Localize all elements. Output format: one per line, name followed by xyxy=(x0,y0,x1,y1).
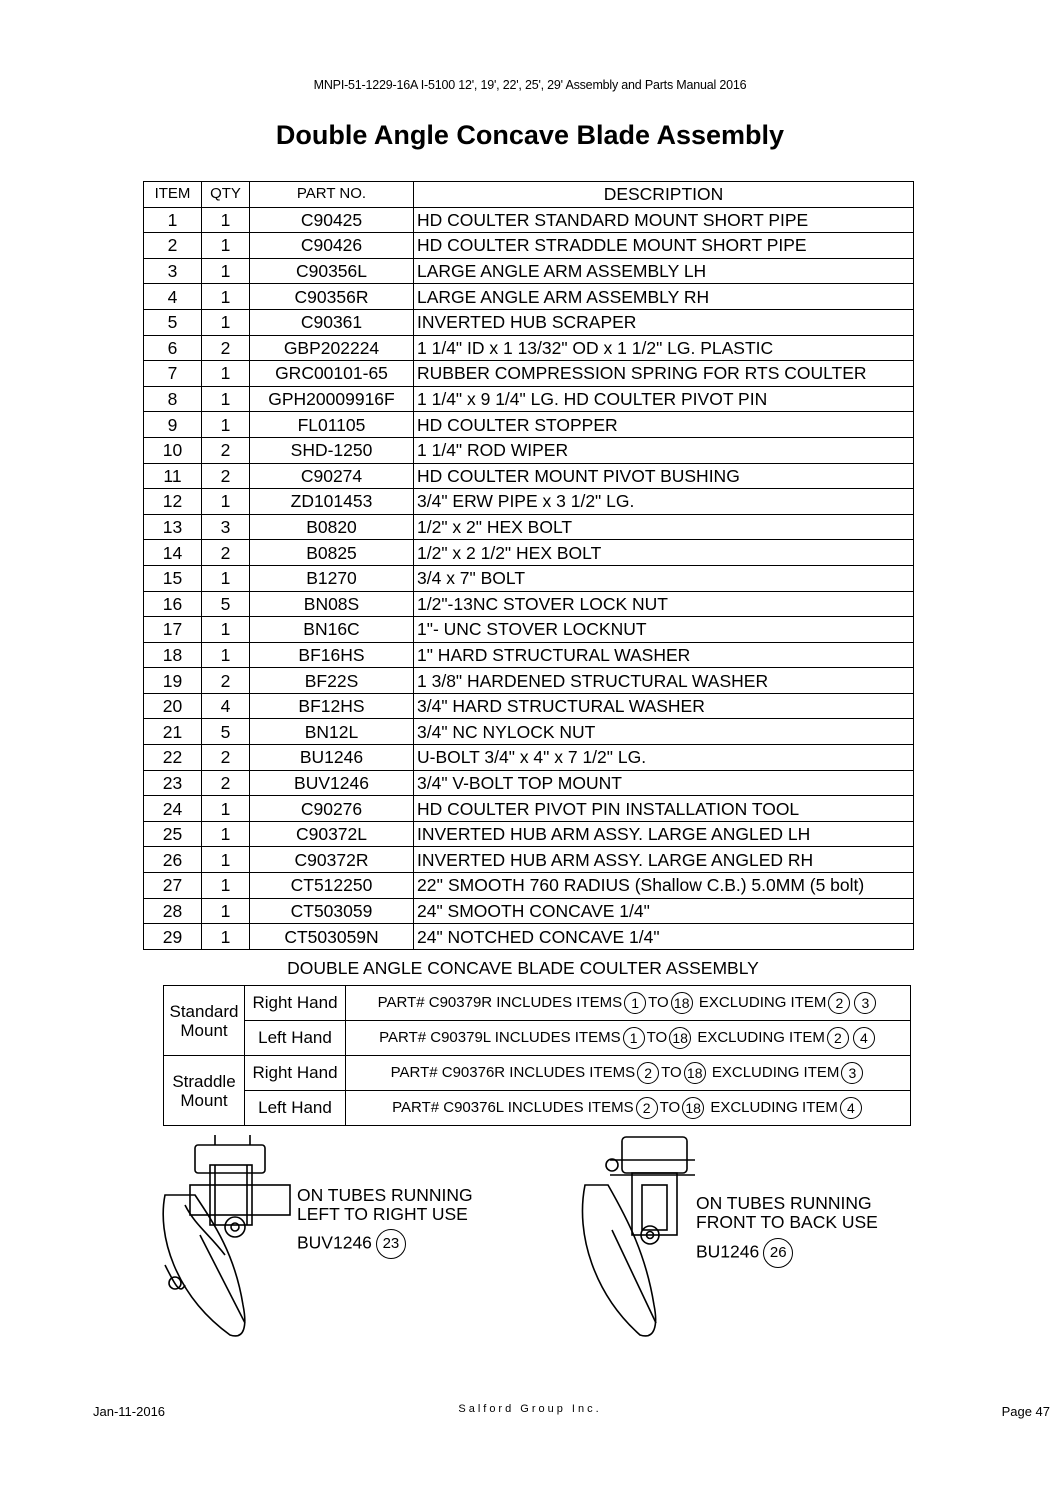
hand-side: Left Hand xyxy=(245,1021,346,1056)
left-note xyxy=(297,1186,473,1259)
cell-qty: 2 xyxy=(202,463,250,489)
cell-part-no: B0825 xyxy=(250,540,414,566)
cell-part-no: CT503059 xyxy=(250,898,414,924)
table-row xyxy=(144,821,914,847)
page-title: Double Angle Concave Blade Assembly xyxy=(275,120,785,150)
cell-description: 3/4" V-BOLT TOP MOUNT xyxy=(414,770,914,796)
table-row xyxy=(144,668,914,694)
assembly-title: DOUBLE ANGLE CONCAVE BLADE COULTER ASSEMBLY xyxy=(287,958,759,978)
cell-qty: 1 xyxy=(202,412,250,438)
cell-item: 8 xyxy=(144,386,202,412)
cell-item: 9 xyxy=(144,412,202,438)
cell-part-no: BF16HS xyxy=(250,642,414,668)
item-callout-excluded: 4 xyxy=(853,1027,875,1049)
cell-description: LARGE ANGLE ARM ASSEMBLY LH xyxy=(414,258,914,284)
cell-part-no: SHD-1250 xyxy=(250,437,414,463)
cell-item: 7 xyxy=(144,361,202,387)
right-note-item-callout: 26 xyxy=(763,1238,793,1268)
cell-item: 29 xyxy=(144,924,202,950)
cell-qty: 2 xyxy=(202,770,250,796)
cell-qty: 1 xyxy=(202,361,250,387)
cell-qty: 1 xyxy=(202,207,250,233)
table-row xyxy=(144,207,914,233)
cell-description: RUBBER COMPRESSION SPRING FOR RTS COULTER xyxy=(414,361,914,387)
parts-table-header xyxy=(144,182,914,208)
cell-item: 14 xyxy=(144,540,202,566)
cell-qty: 1 xyxy=(202,847,250,873)
table-row xyxy=(144,770,914,796)
cell-qty: 1 xyxy=(202,924,250,950)
cell-item: 15 xyxy=(144,565,202,591)
cell-description: INVERTED HUB ARM ASSY. LARGE ANGLED LH xyxy=(414,821,914,847)
assembly-row xyxy=(164,1091,911,1126)
hand-side: Right Hand xyxy=(245,986,346,1021)
right-note xyxy=(696,1194,878,1268)
cell-item: 25 xyxy=(144,821,202,847)
item-callout-excluded: 2 xyxy=(827,1027,849,1049)
table-row xyxy=(144,284,914,310)
assembly-table xyxy=(163,985,911,1126)
table-row xyxy=(144,309,914,335)
cell-part-no: C90274 xyxy=(250,463,414,489)
cell-item: 24 xyxy=(144,796,202,822)
cell-description: 24" NOTCHED CONCAVE 1/4" xyxy=(414,924,914,950)
cell-qty: 1 xyxy=(202,284,250,310)
includes-description xyxy=(346,1056,911,1091)
cell-item: 11 xyxy=(144,463,202,489)
cell-description: 1 1/4" ID x 1 13/32" OD x 1 1/2" LG. PLASTIC xyxy=(414,335,914,361)
table-row xyxy=(144,412,914,438)
table-row xyxy=(144,719,914,745)
assembly-row xyxy=(164,1021,911,1056)
cell-part-no: BN16C xyxy=(250,617,414,643)
table-row xyxy=(144,924,914,950)
assembly-row xyxy=(164,1056,911,1091)
cell-qty: 3 xyxy=(202,514,250,540)
mount-type xyxy=(164,1056,245,1126)
to-word: TO xyxy=(648,993,669,1011)
table-row xyxy=(144,463,914,489)
cell-item: 2 xyxy=(144,233,202,259)
table-row xyxy=(144,489,914,515)
hand-side: Right Hand xyxy=(245,1056,346,1091)
cell-description: U-BOLT 3/4" x 4" x 7 1/2" LG. xyxy=(414,745,914,771)
right-note-line2: FRONT TO BACK USE xyxy=(696,1212,878,1232)
excluding-word: EXCLUDING ITEM xyxy=(710,1098,838,1116)
cell-part-no: C90276 xyxy=(250,796,414,822)
cell-qty: 1 xyxy=(202,821,250,847)
cell-part-no: C90356R xyxy=(250,284,414,310)
cell-qty: 2 xyxy=(202,668,250,694)
item-callout-to: 18 xyxy=(671,992,693,1014)
cell-part-no: BF12HS xyxy=(250,693,414,719)
cell-item: 21 xyxy=(144,719,202,745)
col-part-no: PART NO. xyxy=(250,182,414,208)
cell-qty: 5 xyxy=(202,591,250,617)
table-row xyxy=(144,745,914,771)
cell-qty: 2 xyxy=(202,335,250,361)
cell-description: 1 1/4" ROD WIPER xyxy=(414,437,914,463)
mount-type xyxy=(164,986,245,1056)
cell-qty: 5 xyxy=(202,719,250,745)
cell-item: 5 xyxy=(144,309,202,335)
table-row xyxy=(144,361,914,387)
footer-date: Jan-11-2016 xyxy=(93,1404,166,1419)
cell-item: 6 xyxy=(144,335,202,361)
cell-description: LARGE ANGLE ARM ASSEMBLY RH xyxy=(414,284,914,310)
assembly-row xyxy=(164,986,911,1021)
cell-part-no: C90372L xyxy=(250,821,414,847)
cell-item: 19 xyxy=(144,668,202,694)
right-note-part: BU1246 xyxy=(696,1241,760,1262)
to-word: TO xyxy=(659,1098,681,1116)
cell-item: 22 xyxy=(144,745,202,771)
mount-type-line2: Mount xyxy=(180,1020,228,1040)
mount-type-line2: Mount xyxy=(180,1090,228,1110)
col-description: DESCRIPTION xyxy=(414,182,914,208)
col-qty: QTY xyxy=(202,182,250,208)
v-bolt-mount-drawing xyxy=(155,1135,295,1345)
cell-qty: 1 xyxy=(202,258,250,284)
cell-description: 3/4" HARD STRUCTURAL WASHER xyxy=(414,693,914,719)
mount-type-line1: Straddle xyxy=(172,1071,236,1091)
table-row xyxy=(144,796,914,822)
cell-qty: 1 xyxy=(202,898,250,924)
cell-item: 13 xyxy=(144,514,202,540)
excluding-word: EXCLUDING ITEM xyxy=(697,1028,825,1046)
cell-description: 1/2" x 2" HEX BOLT xyxy=(414,514,914,540)
item-callout-to: 18 xyxy=(684,1062,706,1084)
table-row xyxy=(144,514,914,540)
to-word: TO xyxy=(661,1063,682,1081)
table-row xyxy=(144,847,914,873)
footer-company: Salford Group Inc. xyxy=(458,1403,602,1415)
cell-part-no: BU1246 xyxy=(250,745,414,771)
left-note-line1: ON TUBES RUNNING xyxy=(297,1185,473,1205)
cell-item: 12 xyxy=(144,489,202,515)
cell-part-no: BUV1246 xyxy=(250,770,414,796)
cell-part-no: BN08S xyxy=(250,591,414,617)
cell-item: 4 xyxy=(144,284,202,310)
cell-item: 10 xyxy=(144,437,202,463)
item-callout-to: 18 xyxy=(669,1027,691,1049)
cell-part-no: B1270 xyxy=(250,565,414,591)
cell-qty: 1 xyxy=(202,642,250,668)
table-row xyxy=(144,617,914,643)
table-row xyxy=(144,898,914,924)
document-header: MNPI-51-1229-16A I-5100 12', 19', 22', 25', 29' Assembly and Parts Manual 2016 xyxy=(313,78,747,92)
table-row xyxy=(144,642,914,668)
cell-description: HD COULTER STANDARD MOUNT SHORT PIPE xyxy=(414,207,914,233)
table-row xyxy=(144,540,914,566)
cell-item: 1 xyxy=(144,207,202,233)
assembly-part-number: PART# C90376R INCLUDES ITEMS xyxy=(390,1063,636,1081)
cell-item: 28 xyxy=(144,898,202,924)
item-callout-from: 2 xyxy=(637,1062,659,1084)
u-bolt-mount-drawing xyxy=(570,1135,700,1345)
cell-item: 16 xyxy=(144,591,202,617)
assembly-part-number: PART# C90376L INCLUDES ITEMS xyxy=(392,1098,634,1116)
cell-part-no: CT512250 xyxy=(250,873,414,899)
cell-part-no: FL01105 xyxy=(250,412,414,438)
table-row xyxy=(144,565,914,591)
cell-qty: 1 xyxy=(202,796,250,822)
table-row xyxy=(144,693,914,719)
right-note-line1: ON TUBES RUNNING xyxy=(696,1193,872,1213)
table-row xyxy=(144,233,914,259)
assembly-part-number: PART# C90379R INCLUDES ITEMS xyxy=(377,993,623,1011)
cell-part-no: C90372R xyxy=(250,847,414,873)
cell-description: 3/4" ERW PIPE x 3 1/2" LG. xyxy=(414,489,914,515)
cell-qty: 1 xyxy=(202,233,250,259)
item-callout-to: 18 xyxy=(682,1097,704,1119)
cell-item: 26 xyxy=(144,847,202,873)
cell-description: 24" SMOOTH CONCAVE 1/4" xyxy=(414,898,914,924)
hand-side: Left Hand xyxy=(245,1091,346,1126)
cell-part-no: BN12L xyxy=(250,719,414,745)
cell-part-no: B0820 xyxy=(250,514,414,540)
includes-description xyxy=(346,986,911,1021)
cell-description: 1 1/4" x 9 1/4" LG. HD COULTER PIVOT PIN xyxy=(414,386,914,412)
item-callout-from: 2 xyxy=(636,1097,658,1119)
cell-item: 18 xyxy=(144,642,202,668)
cell-part-no: GPH20009916F xyxy=(250,386,414,412)
cell-description: INVERTED HUB SCRAPER xyxy=(414,309,914,335)
cell-qty: 4 xyxy=(202,693,250,719)
cell-part-no: C90356L xyxy=(250,258,414,284)
table-row xyxy=(144,335,914,361)
cell-description: HD COULTER STRADDLE MOUNT SHORT PIPE xyxy=(414,233,914,259)
cell-description: 22'' SMOOTH 760 RADIUS (Shallow C.B.) 5.0MM (5 bolt) xyxy=(414,873,914,899)
cell-part-no: BF22S xyxy=(250,668,414,694)
parts-table xyxy=(143,181,914,950)
cell-item: 23 xyxy=(144,770,202,796)
cell-qty: 1 xyxy=(202,489,250,515)
table-row xyxy=(144,258,914,284)
left-note-part: BUV1246 xyxy=(297,1232,372,1253)
cell-part-no: GRC00101-65 xyxy=(250,361,414,387)
mount-type-line1: Standard xyxy=(169,1001,239,1021)
table-row xyxy=(144,873,914,899)
cell-item: 27 xyxy=(144,873,202,899)
cell-qty: 1 xyxy=(202,386,250,412)
cell-qty: 1 xyxy=(202,873,250,899)
cell-description: INVERTED HUB ARM ASSY. LARGE ANGLED RH xyxy=(414,847,914,873)
cell-item: 17 xyxy=(144,617,202,643)
cell-description: 1/2"-13NC STOVER LOCK NUT xyxy=(414,591,914,617)
cell-part-no: C90425 xyxy=(250,207,414,233)
cell-item: 20 xyxy=(144,693,202,719)
cell-description: HD COULTER PIVOT PIN INSTALLATION TOOL xyxy=(414,796,914,822)
assembly-part-number: PART# C90379L INCLUDES ITEMS xyxy=(379,1028,621,1046)
item-callout-from: 1 xyxy=(624,992,646,1014)
item-callout-excluded: 3 xyxy=(841,1062,863,1084)
cell-part-no: C90361 xyxy=(250,309,414,335)
cell-part-no: C90426 xyxy=(250,233,414,259)
includes-description xyxy=(346,1021,911,1056)
cell-description: 1" HARD STRUCTURAL WASHER xyxy=(414,642,914,668)
item-callout-excluded: 3 xyxy=(854,992,876,1014)
cell-part-no: CT503059N xyxy=(250,924,414,950)
cell-description: 1 3/8" HARDENED STRUCTURAL WASHER xyxy=(414,668,914,694)
cell-part-no: ZD101453 xyxy=(250,489,414,515)
footer-page-number: Page 47 xyxy=(1001,1404,1050,1419)
left-note-item-callout: 23 xyxy=(376,1229,406,1259)
to-word: TO xyxy=(646,1028,668,1046)
table-row xyxy=(144,591,914,617)
col-item: ITEM xyxy=(144,182,202,208)
cell-description: 1"- UNC STOVER LOCKNUT xyxy=(414,617,914,643)
cell-description: HD COULTER MOUNT PIVOT BUSHING xyxy=(414,463,914,489)
item-callout-excluded: 2 xyxy=(828,992,850,1014)
cell-description: 3/4 x 7" BOLT xyxy=(414,565,914,591)
cell-qty: 1 xyxy=(202,309,250,335)
excluding-word: EXCLUDING ITEM xyxy=(711,1063,840,1081)
excluding-word: EXCLUDING ITEM xyxy=(698,993,827,1011)
item-callout-from: 1 xyxy=(623,1027,645,1049)
cell-qty: 1 xyxy=(202,565,250,591)
table-row xyxy=(144,437,914,463)
cell-qty: 1 xyxy=(202,617,250,643)
left-note-line2: LEFT TO RIGHT USE xyxy=(297,1204,468,1224)
item-callout-excluded: 4 xyxy=(840,1097,862,1119)
cell-qty: 2 xyxy=(202,540,250,566)
cell-qty: 2 xyxy=(202,437,250,463)
cell-qty: 2 xyxy=(202,745,250,771)
table-row xyxy=(144,386,914,412)
cell-item: 3 xyxy=(144,258,202,284)
cell-description: 1/2" x 2 1/2" HEX BOLT xyxy=(414,540,914,566)
cell-description: HD COULTER STOPPER xyxy=(414,412,914,438)
includes-description xyxy=(346,1091,911,1126)
cell-description: 3/4" NC NYLOCK NUT xyxy=(414,719,914,745)
cell-part-no: GBP202224 xyxy=(250,335,414,361)
